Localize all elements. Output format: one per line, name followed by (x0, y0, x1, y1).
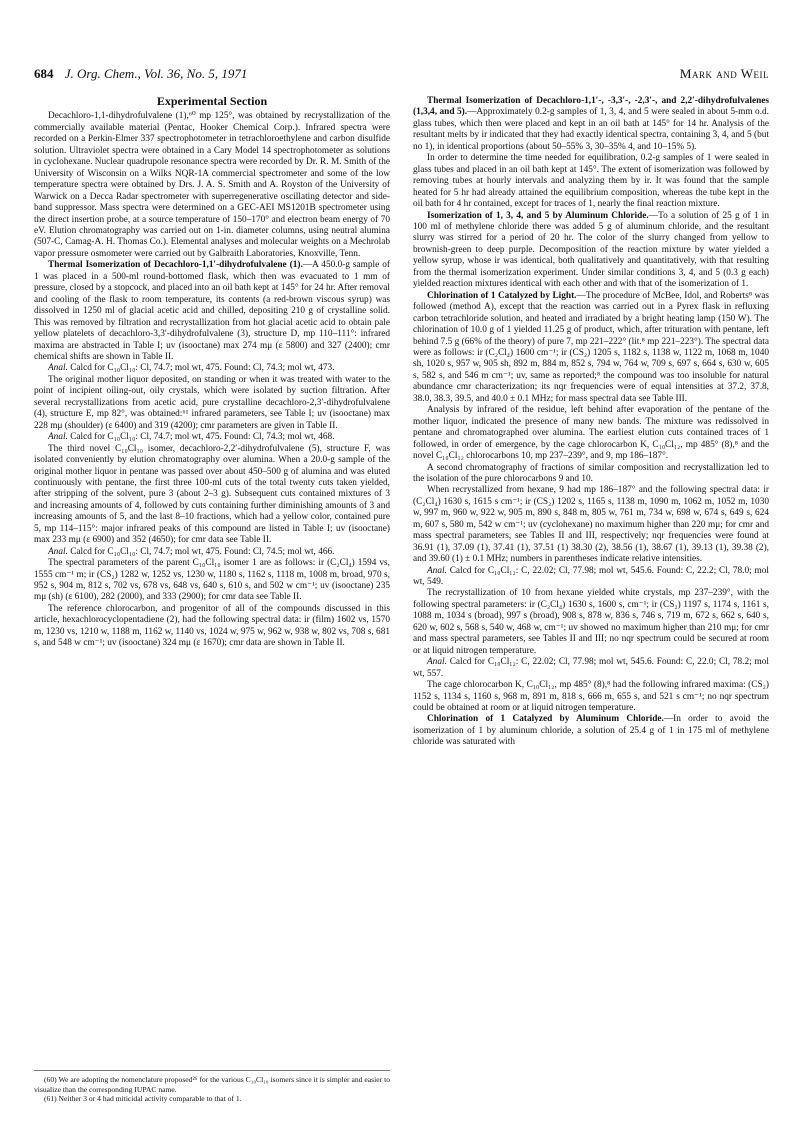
footnote-60: (60) We are adopting the nomenclature proposed²⁶ for the various C₁₀Cl₁₀ isomers since it is simpler and easier to visualize than the corresponding IUPAC name. (34, 1075, 390, 1094)
paragraph (413, 714, 769, 748)
anal-label: Anal. (427, 565, 447, 576)
paragraph-text: —Approximately 0.2-g samples of 1, 3, 4, and 5 were sealed in about 5-mm o.d. glass tubes, which then were placed and kept in an oil bath at 145° for 14 hr. Analysis of the resultant melts by ir indicated that they had exactly identical spectra, containing 3, 4, and 5 (but no 1), in identical proportions (about 50–55% 3, 30–35% 4, and 10–15% 5). (413, 107, 769, 152)
anal-label: Anal. (427, 657, 447, 668)
paragraph-heading: Chlorination of 1 Catalyzed by Light. (427, 290, 577, 301)
paragraph: The spectral parameters of the parent C₁₀Cl₁₀ isomer 1 are as follows: ir (C₂Cl₄) 1594 vs, 1555 cm⁻¹ m; ir (CS₂) 1282 w, 1252 vs, 1230 w, 1180 s, 1162 s, 1118 m, 1008 m, broad, 970 s, 952 s, 904 m, 812 s, 702 vs, 678 vs, 648 vs, 640 s, 610 s, and 502 w cm⁻¹; uv (isooctane) 235 mμ (sh) (ε 6100), 282 (2000), and 333 (2900); for cmr data see Table II. (34, 558, 390, 603)
paragraph-text: —The procedure of McBee, Idol, and Roberts⁸ was followed (method A), except that the reaction was carried out in a Pyrex flask in refluxing carbon tetrachloride solution, and heated and irradiated by a bright heating lamp (150 W). The chlorination of 10.0 g of 1 yielded 11.25 g of product, which, after trituration with pentane, left behind 7.5 g (66% of the theory) of pure 7, mp 221–222° (lit.⁸ mp 221–223°). The spectral data were as follows: ir (C₂Cl₄) 1600 cm⁻¹; ir (CS₂) 1205 s, 1182 s, 1138 w, 1122 m, 1068 m, 1040 sh, 1020 s, 957 w, 905 sh, 892 m, 884 m, 852 s, 794 w, 764 w, 709 s, 697 s, 664 s, 630 w, 605 s, 582 s, and 546 m cm⁻¹; uv, same as reported;⁸ the compound was too insoluble for natural abundance cmr characterization; its nqr frequencies were of equal intensities at 37.2, 37.8, 38.0, 38.3, 39.5, and 40.0 ± 0.1 MHz; for mass spectral data see Table III. (413, 290, 769, 404)
anal-label: Anal. (48, 432, 68, 443)
paragraph-heading: Chlorination of 1 Catalyzed by Aluminum Chloride. (427, 714, 664, 725)
footnotes (34, 1070, 390, 1104)
page-number: 684 (34, 66, 54, 81)
paragraph: The reference chlorocarbon, and progenitor of all of the compounds discussed in this article, hexachlorocyclopentadiene (2), had the following spectral data: ir (film) 1602 vs, 1570 m, 1230 vs, 1210 w, 1188 m, 1162 w, 1140 vs, 1024 w, 975 w, 962 w, 938 w, 802 vs, 708 s, 681 s, and 548 w cm⁻¹; uv (isooctane) 324 mμ (ε 1670); cmr data are shown in Table II. (34, 603, 390, 649)
section-title: Experimental Section (156, 94, 268, 108)
analysis-text: Calcd for C₁₀Cl₁₀: Cl, 74.7; mol wt, 475. Found: Cl, 74.3; mol wt, 473. (67, 363, 335, 374)
analysis-line (413, 566, 769, 589)
analysis-text: Calcd for C₁₀Cl₁₀: Cl, 74.7; mol wt, 475. Found: Cl, 74.5; mol wt, 466. (67, 546, 335, 557)
paragraph (413, 211, 769, 291)
analysis-line (34, 363, 390, 374)
header-left (34, 66, 247, 82)
analysis-line (34, 432, 390, 443)
paragraph: The third novel C₁₀Cl₁₀ isomer, decachloro-2,2′-dihydrofulvalene (5), structure F, was isolated conveniently by elution chromatography over alumina. When a 20.0-g sample of the original mother liquor in pentane was passed over about 450–500 g of alumina and was eluted continuously with pentane, the first three 100-ml cuts of the total twenty cuts taken yielded, after stripping of the solvent, pure 3 (about 2–3 g). Subsequent cuts contained mixtures of 3 and increasing amounts of 4, followed by cuts containing further diminishing amounts of 3 and increasing amounts of 5, and the last 8–10 fractions, which had a yellow color, contained pure 5, mp 114–115°: major infrared peaks of this compound are listed in Table I; uv (isooctane) max 233 mμ (ε 6900) and 352 (4650); for cmr data see Table II. (34, 443, 390, 546)
running-authors: Mark and Weil (679, 66, 769, 81)
paragraph (34, 260, 390, 363)
paragraph (413, 291, 769, 406)
paragraph: The original mother liquor deposited, on standing or when it was treated with water to the point of incipient oiling-out, oily crystals, which were isolated by suction filtration. After several recrystallizations from acetic acid, pure crystalline decachloro-2,3′-dihydrofulvalene (4), structure E, mp 82°, was obtained:⁶¹ infrared parameters, see Table I; uv (isooctane) max 228 mμ (shoulder) (ε 6400) and 319 (4200); cmr parameters are given in Table II. (34, 374, 390, 431)
paragraph: The recrystallization of 10 from hexane yielded white crystals, mp 237–239°, with the following spectral parameters: ir (C₂Cl₄) 1630 s, 1600 s, cm⁻¹; ir (CS₂) 1197 s, 1174 s, 1161 s, 1088 m, 1034 s (broad), 997 s (broad), 908 s, 878 w, 836 s, 746 s, 719 m, 672 s, 662 s, 640 s, 620 w, 602 s, 568 s, 540 w, 468 w, cm⁻¹; uv showed no maximum higher than 210 mμ; for cmr and mass spectral parameters, see Tables II and III; no nqr spectrum could be secured at room or at liquid nitrogen temperature. (413, 588, 769, 656)
paragraph-text: —A 450.0-g sample of 1 was placed in a 500-ml round-bottomed flask, which then was evacuated to 1 mm of pressure, closed by a stopcock, and placed into an oil bath kept at 145° for 24 hr. After removal and cooling of the flask to room temperature, its contents (a red-brown viscous syrup) was dissolved in 1250 ml of glacial acetic acid and chilled, depositing 210 g of crystalline solid. This was removed by filtration and recrystallization from hot glacial acetic acid to obtain pale yellow platelets of decachloro-3,3′-dihydrofulvalene (3), structure D, mp 110–111°: infrared maxima are abstracted in Table I; uv (isooctane) max 274 mμ (ε 5800) and 327 (2400); cmr chemical shifts are shown in Table II. (34, 260, 390, 362)
paragraph: A second chromatography of fractions of similar composition and recrystallization led to the isolation of the pure chlorocarbons 9 and 10. (413, 462, 769, 484)
paragraph-heading: Isomerization of 1, 3, 4, and 5 by Aluminum Chloride. (427, 210, 649, 221)
anal-label: Anal. (48, 363, 68, 374)
analysis-text: Calcd for C₁₀Cl₁₂: C, 22.02; Cl, 77.98; mol wt, 545.6. Found: C, 22.2; Cl, 78.0; mol wt, 549. (413, 565, 769, 588)
journal-citation: J. Org. Chem., Vol. 36, No. 5, 1971 (64, 66, 248, 81)
paragraph: Analysis by infrared of the residue, left behind after evaporation of the pentane of the mother liquor, indicated the presence of many new bands. The mixture was redissolved in pentane and chromatographed over alumina. The earliest elution cuts contained traces of 1 followed, in order of emergence, by the cage chlorocarbon K, C₁₀Cl₁₂, mp 485° (8),⁸ and the novel C₁₀Cl₁₂ chlorocarbons 10, mp 237–239°, and 9, mp 186–187°. (413, 405, 769, 462)
paragraph-text: —In order to avoid the isomerization of 1 by aluminum chloride, a solution of 25.4 g of 1 in 175 ml of methylene chloride was saturated with (413, 714, 769, 748)
paragraph: The cage chlorocarbon K, C₁₀Cl₁₂, mp 485° (8),⁸ had the following infrared maxima: (CS₂) 1152 s, 1134 s, 1160 s, 968 m, 891 m, 818 s, 666 m, 655 s, and 521 s cm⁻¹; no nqr spectrum could be obtained at room or at liquid nitrogen temperature. (413, 680, 769, 714)
right-column (413, 96, 769, 749)
paragraph: In order to determine the time needed for equilibration, 0.2-g samples of 1 were sealed in glass tubes and placed in an oil bath kept at 145°. The extent of isomerization was followed by removing tubes at hourly intervals and analyzing them by ir. It was found that the sample heated for 5 hr had already attained the equilibrium composition, whereas the tube kept in the oil bath for 4 hr contained, except for traces of 1, nearly the final reaction mixture. (413, 153, 769, 210)
paragraph-text: —To a solution of 25 g of 1 in 100 ml of methylene chloride there was added 5 g of aluminum chloride, and the resultant slurry was stirred for a period of 20 hr. The color of the slurry changed from yellow to brownish-green to deep purple. Decomposition of the reaction mixture by water yielded a yellow syrup, whose ir was identical, both qualitatively and quantitatively, with that resulting from the thermal isomerization experiment. Under similar conditions 3, 4, and 5 (0.3 g each) yielded reaction mixtures identical with each other and with that of the isomerization of 1. (413, 210, 769, 290)
analysis-text: Calcd for C₁₀Cl₁₂: C, 22.02; Cl, 77.98; mol wt, 545.6. Found: C, 22.0; Cl, 78.2; mol wt, 557. (413, 657, 769, 679)
analysis-line (34, 547, 390, 558)
footnote-61: (61) Neither 3 or 4 had miticidal activity comparable to that of 1. (44, 1094, 242, 1104)
paragraph (413, 96, 769, 153)
analysis-line (413, 657, 769, 680)
page-header (34, 66, 769, 84)
paragraph-heading: Thermal Isomerization of Decachloro-1,1′-, -3,3′-, -2,3′-, and 2,2′-dihydrofulvalenes (1,3,4, and 5). (413, 96, 769, 118)
paragraph-heading: Thermal Isomerization of Decachloro-1,1′-dihydrofulvalene (1). (48, 260, 303, 271)
analysis-text: Calcd for C₁₀Cl₁₀: Cl, 74.7; mol wt, 475. Found: Cl, 74.3; mol wt, 468. (67, 432, 335, 443)
paragraph: Decachloro-1,1-dihydrofulvalene (1),⁶⁰ mp 125°, was obtained by recrystallization of the commercially available material (Pentac, Hooker Chemical Corp.). Infrared spectra were recorded on a Perkin-Elmer 337 spectrophotometer in tetrachloroethylene and carbon disulfide solution. Ultraviolet spectra were obtained in a Cary Model 14 spectrophotometer as solutions in cyclohexane. Nuclear quadrupole resonance spectra were recorded by Dr. R. M. Smith of the University of Wisconsin on a Wilks NQR-1A commercial spectrometer and some of the low temperature spectra were obtained by Drs. J. A. S. Smith and A. Royston of the University of Warwick on a Decca Radar spectrometer with superregenerative oscillating detector and side-band suppressor. Mass spectra were determined on a GEC-AEI MS1201B spectrometer using the direct insertion probe, at a source temperature of 150–170° and electron beam energy of 70 eV. Elution chromatography was carried out on 1-in. diameter columns, using neutral alumina (507-C, Camag-A. H. Thomas Co.). Elemental analyses and molecular weights on a Mechrolab vapor pressure osmometer were carried out by Galbraith Laboratories, Knoxville, Tenn. (34, 111, 390, 259)
paragraph: When recrystallized from hexane, 9 had mp 186–187° and the following spectral data: ir (C₂Cl₄) 1630 s, 1615 s cm⁻¹; ir (CS₂) 1202 s, 1165 s, 1138 m, 1090 m, 1062 m, 1052 m, 1030 w, 997 m, 960 w, 922 w, 905 m, 890 s, 848 m, 805 w, 761 m, 734 w, 698 w, 674 s, 649 s, 624 m, 607 s, 580 m, 542 w cm⁻¹; uv (cyclohexane) no maximum higher than 220 mμ; for cmr and mass spectral parameters, see Tables II and III, respectively; nqr frequencies were found at 36.91 (1), 37.09 (1), 37.41 (1), 37.51 (1) 38.30 (2), 38.56 (1), 38.67 (1), 39.13 (1), 39.38 (2), and 39.60 (1) ± 0.1 MHz; numbers in parentheses indicate relative intensities. (413, 485, 769, 565)
left-column (34, 96, 390, 650)
anal-label: Anal. (48, 546, 68, 557)
